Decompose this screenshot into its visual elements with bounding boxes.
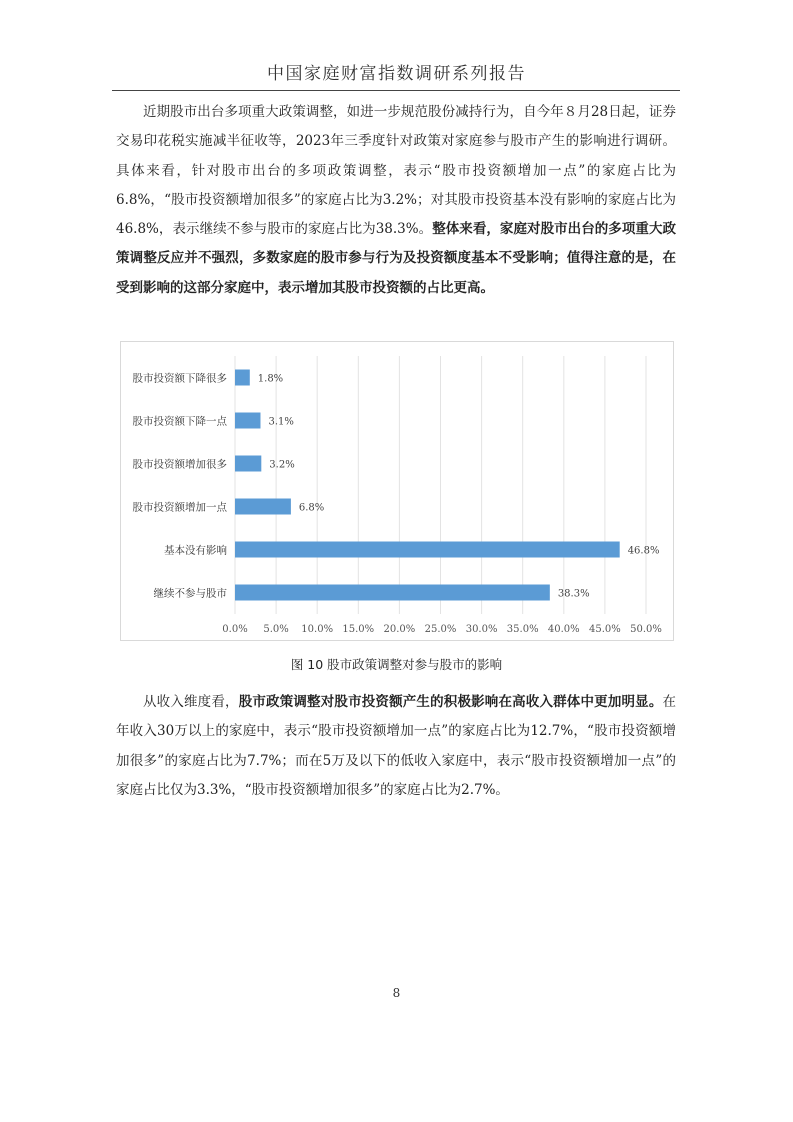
category-label: 股市投资额下降很多	[132, 372, 227, 385]
category-label: 股市投资额增加很多	[132, 458, 227, 471]
bar	[235, 456, 261, 472]
bar	[235, 413, 260, 429]
x-tick-label: 10.0%	[301, 624, 334, 635]
category-label: 继续不参与股市	[153, 587, 227, 600]
paragraph-bold-conclusion: 整体来看，家庭对股市出台的多项重大政策调整反应并不强烈，多数家庭的股市参与行为及投资额度基本不受影响；值得注意的是，在受到影响的这部分家庭中，表示增加其股市投资额的占比更高。	[116, 221, 676, 296]
x-tick-label: 20.0%	[383, 624, 416, 635]
x-tick-label: 35.0%	[506, 624, 539, 635]
paragraph-text: 近期股市出台多项重大政策调整，如进一步规范股份减持行为，自今年８月28日起，证券交易印花税实施减半征收等，2023年三季度针对政策对家庭参与股市产生的影响进行调研。具体来看，针对股市出台的多项政策调整，表示“股市投资额增加一点”的家庭占比为6.8%，“股市投资额增加很多”的家庭占比为3.2%；对其股市投资基本没有影响的家庭占比为46.8%，表示继续不参与股市的家庭占比为38.3%。	[116, 104, 676, 238]
x-tick-label: 15.0%	[342, 624, 375, 635]
category-label: 股市投资额下降一点	[132, 415, 227, 428]
report-header-title: 中国家庭财富指数调研系列报告	[267, 64, 526, 84]
bar	[235, 542, 620, 558]
figure-caption: 图 10 股市政策调整对参与股市的影响	[290, 657, 503, 672]
bar-chart-svg	[121, 342, 673, 640]
bar	[235, 499, 291, 515]
bar-chart	[120, 341, 674, 641]
x-tick-label: 45.0%	[589, 624, 621, 635]
x-tick-label: 0.0%	[222, 624, 248, 635]
paragraph-policy-overview	[116, 98, 676, 303]
x-tick-label: 50.0%	[630, 624, 662, 635]
paragraph-income-dimension	[116, 688, 676, 805]
data-label: 1.8%	[257, 373, 284, 385]
page-number: 8	[392, 986, 401, 1000]
data-label: 6.8%	[298, 502, 325, 514]
x-tick-label: 25.0%	[424, 624, 457, 635]
data-label: 3.2%	[269, 459, 295, 471]
bar	[235, 585, 550, 601]
x-tick-label: 30.0%	[465, 624, 498, 635]
x-tick-label: 5.0%	[263, 624, 289, 635]
paragraph-lead: 从收入维度看，	[143, 694, 239, 710]
data-label: 46.8%	[627, 545, 660, 557]
paragraph-text: 在年收入30万以上的家庭中，表示“股市投资额增加一点”的家庭占比为12.7%，“股市投资额增加很多”的家庭占比为7.7%；而在5万及以下的低收入家庭中，表示“股市投资额增加一点”的家庭占比仅为3.3%，“股市投资额增加很多”的家庭占比为2.7%。	[116, 694, 677, 798]
category-label: 基本没有影响	[164, 544, 227, 557]
paragraph-bold-finding: 股市政策调整对股市投资额产生的积极影响在高收入群体中更加明显。	[238, 694, 663, 710]
x-tick-label: 40.0%	[547, 624, 580, 635]
data-label: 38.3%	[557, 588, 590, 600]
header-divider	[112, 90, 680, 91]
category-label: 股市投资额增加一点	[132, 501, 227, 514]
bar	[235, 370, 250, 386]
data-label: 3.1%	[268, 416, 294, 428]
